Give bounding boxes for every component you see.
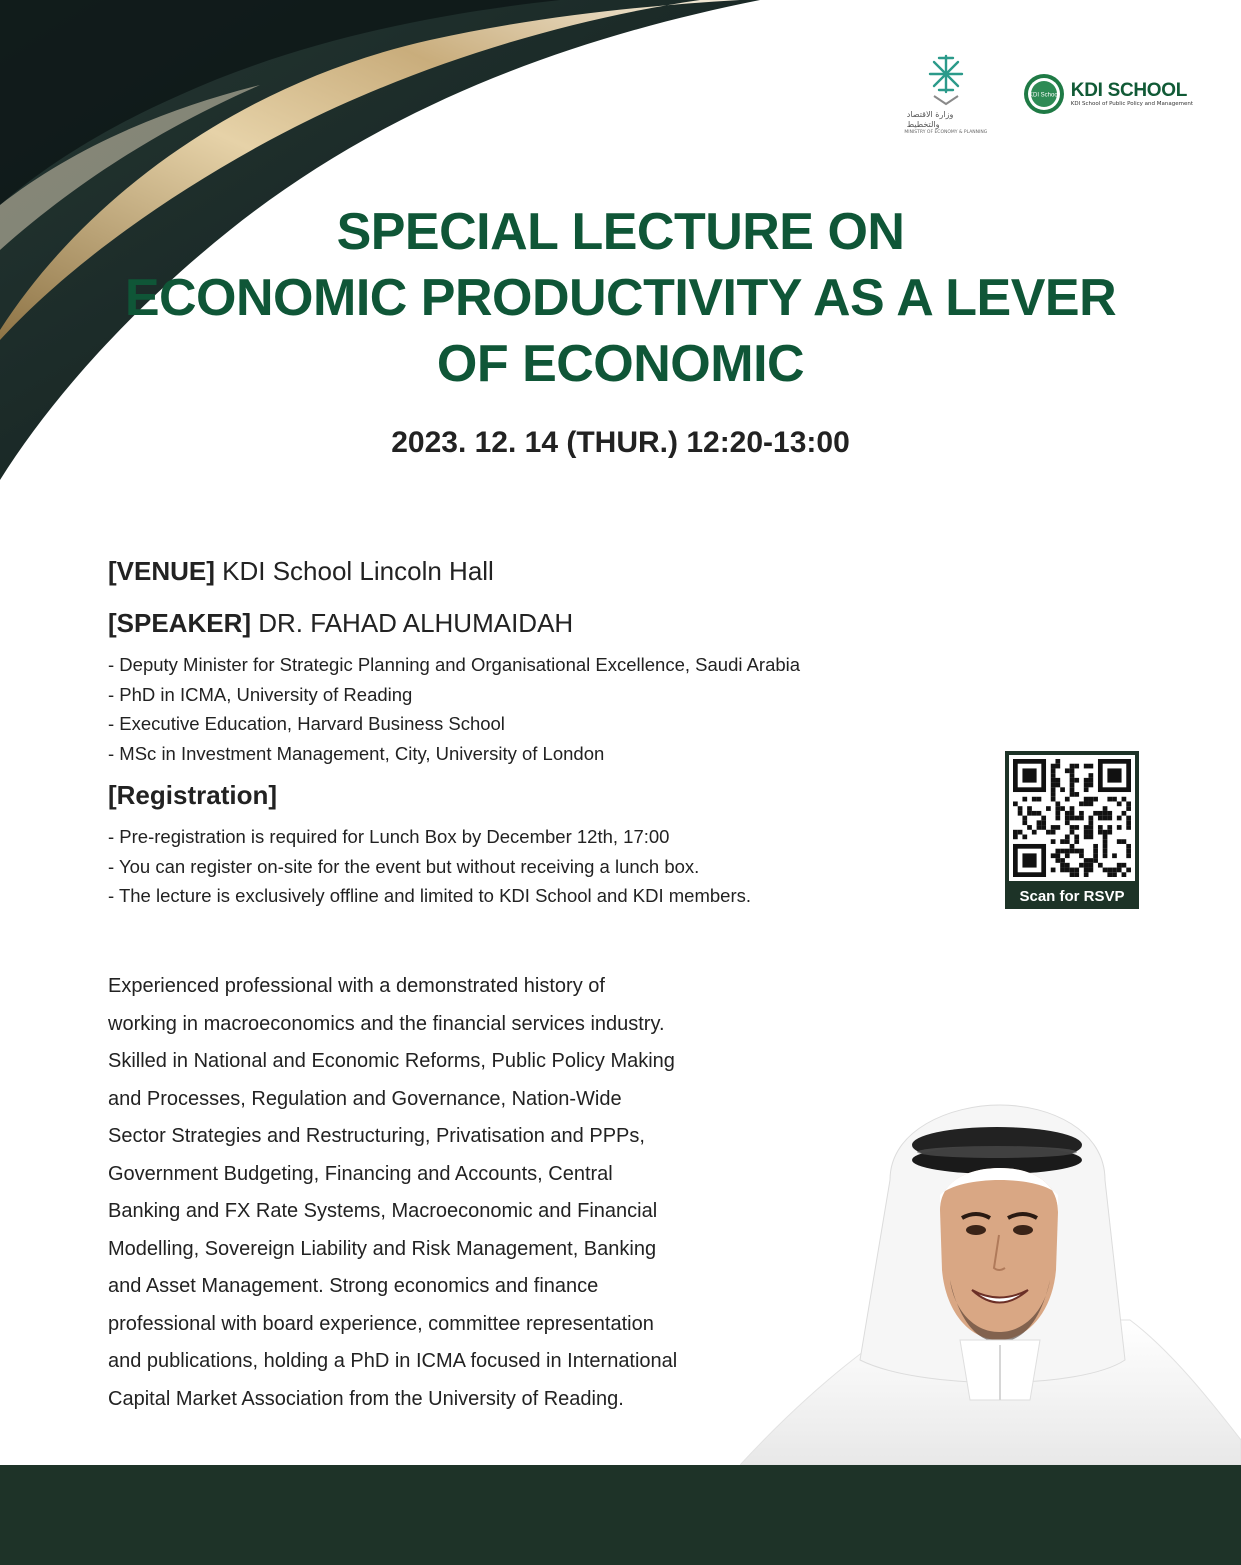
bio-line: Skilled in National and Economic Reforms, Public Policy Making bbox=[108, 1050, 675, 1072]
list-item: - You can register on-site for the event but without receiving a lunch box. bbox=[108, 855, 700, 877]
list-item: - MSc in Investment Management, City, University of London bbox=[108, 742, 605, 764]
bio-line: working in macroeconomics and the financial services industry. bbox=[108, 1012, 665, 1035]
bio-line: Government Budgeting, Financing and Accounts, Central bbox=[108, 1162, 613, 1185]
speaker-bio bbox=[108, 968, 748, 1418]
qr-label: Scan for RSVP bbox=[1019, 888, 1125, 905]
kdi-school-name: KDI SCHOOL bbox=[1070, 79, 1188, 101]
bio-line: Capital Market Association from the University of Reading. bbox=[108, 1387, 624, 1410]
list-item: - Deputy Minister for Strategic Planning and Organisational Excellence, Saudi Arabia bbox=[108, 654, 801, 675]
kdi-school-logo bbox=[1023, 73, 1193, 115]
bio-line: and publications, holding a PhD in ICMA focused in International bbox=[108, 1350, 678, 1372]
ministry-of-economy-logo bbox=[904, 52, 988, 136]
list-item: - Pre-registration is required for Lunch Box by December 12th, 17:00 bbox=[108, 826, 670, 847]
venue-label: [VENUE] bbox=[108, 556, 215, 586]
speaker-line bbox=[108, 608, 573, 639]
bio-line: Sector Strategies and Restructuring, Privatisation and PPPs, bbox=[108, 1125, 645, 1147]
kdi-school-subtitle: KDI School of Public Policy and Management bbox=[1070, 100, 1193, 107]
svg-text:KDI School: KDI School bbox=[1028, 92, 1059, 99]
header-logos bbox=[904, 52, 1193, 136]
lecture-title bbox=[0, 200, 1241, 396]
footer-band bbox=[0, 1465, 1241, 1565]
title-line-1: SPECIAL LECTURE ON bbox=[336, 203, 905, 261]
list-item: - The lecture is exclusively offline and limited to KDI School and KDI members. bbox=[108, 885, 751, 906]
registration-heading: [Registration] bbox=[108, 780, 277, 810]
bio-line: professional with board experience, committee representation bbox=[108, 1312, 654, 1335]
venue-line bbox=[108, 556, 494, 587]
bio-line: Experienced professional with a demonstrated history of bbox=[108, 975, 605, 997]
speaker-label: [SPEAKER] bbox=[108, 608, 252, 638]
qr-code-icon bbox=[1009, 755, 1135, 881]
speaker-photo bbox=[740, 1100, 1241, 1465]
registration-details bbox=[108, 822, 751, 911]
event-date: 2023. 12. 14 (THUR.) 12:20-13:00 bbox=[391, 426, 850, 459]
kdi-emblem-icon bbox=[1023, 73, 1065, 115]
bio-line: Banking and FX Rate Systems, Macroeconomic and Financial bbox=[108, 1200, 658, 1222]
title-line-3: OF ECONOMIC bbox=[436, 335, 805, 393]
list-item: - Executive Education, Harvard Business School bbox=[108, 713, 505, 734]
list-item: - PhD in ICMA, University of Reading bbox=[108, 683, 413, 705]
ministry-english-name: MINISTRY OF ECONOMY & PLANNING bbox=[904, 130, 988, 135]
speaker-name: DR. FAHAD ALHUMAIDAH bbox=[258, 608, 574, 638]
bio-line: Modelling, Sovereign Liability and Risk Management, Banking bbox=[108, 1237, 657, 1260]
speaker-details bbox=[108, 650, 800, 768]
ministry-arabic-name: وزارة الاقتصاد والتخطيط bbox=[906, 110, 954, 129]
title-line-2: ECONOMIC PRODUCTIVITY AS A LEVER bbox=[124, 269, 1117, 327]
bio-line: and Processes, Regulation and Governance, Nation-Wide bbox=[108, 1087, 622, 1110]
rsvp-qr-code[interactable] bbox=[1005, 751, 1139, 909]
bio-line: and Asset Management. Strong economics and finance bbox=[108, 1275, 599, 1297]
venue-value: KDI School Lincoln Hall bbox=[222, 556, 494, 586]
ministry-emblem-icon bbox=[924, 52, 968, 108]
